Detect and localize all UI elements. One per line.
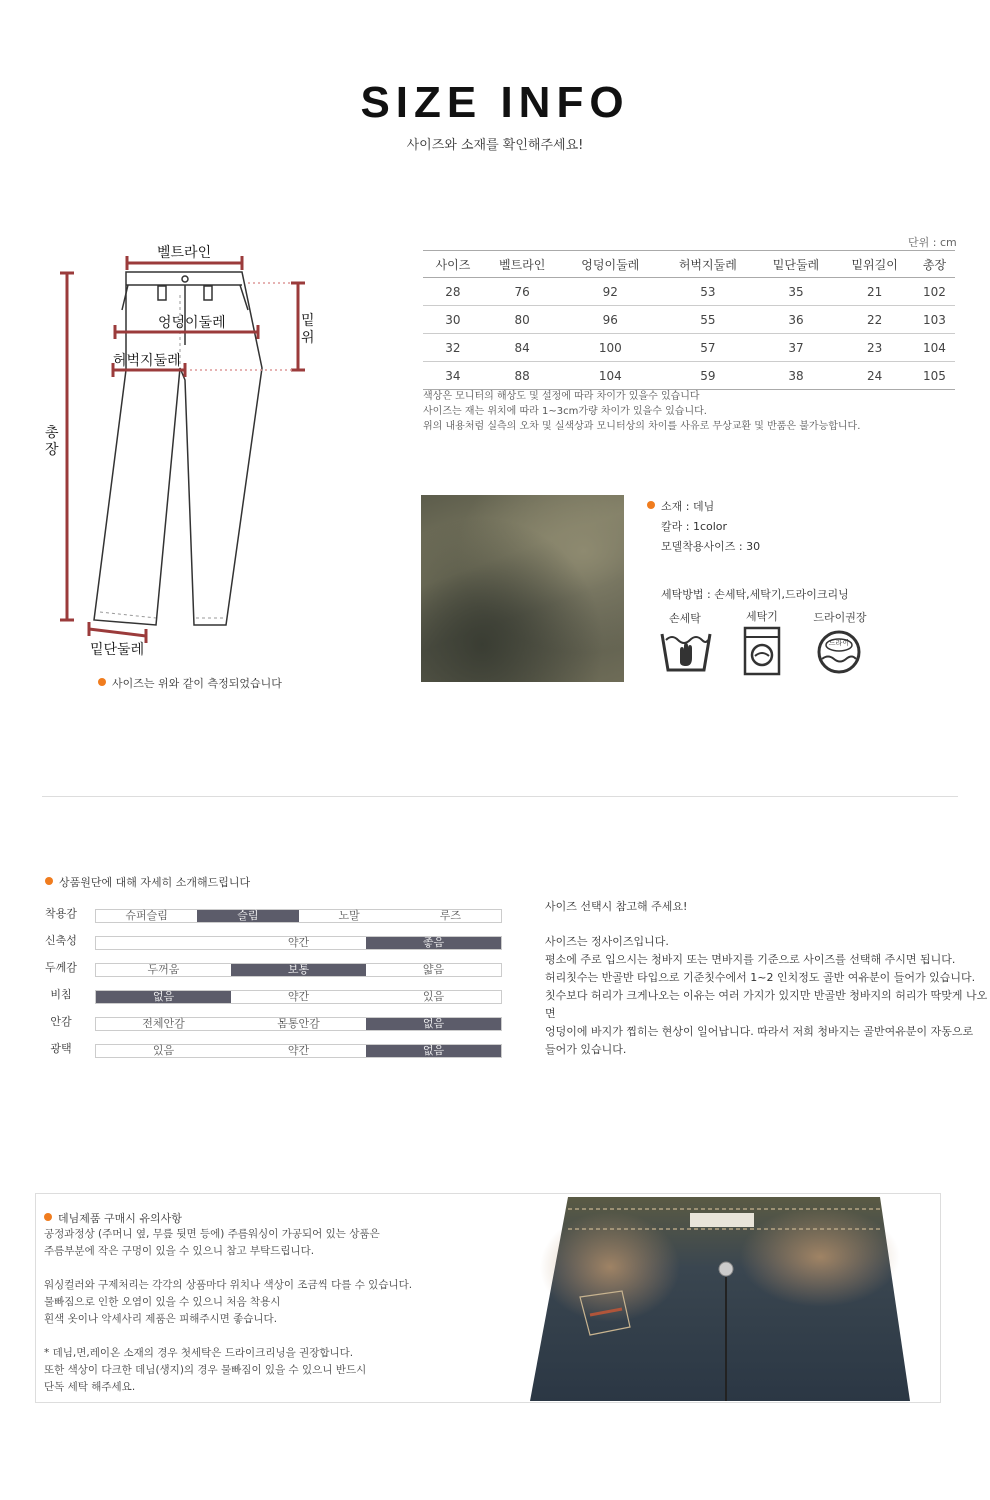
caution-title: 데님제품 구매시 유의사항: [44, 1210, 182, 1226]
rise-label-top: 밑: [301, 313, 315, 329]
feel-row: [40, 932, 502, 950]
material-fabric: 소재 : 데님: [647, 498, 714, 514]
orange-dot-icon: [647, 501, 655, 509]
table-cell: 35: [757, 278, 836, 306]
table-cell: 37: [757, 334, 836, 362]
table-row: [423, 306, 955, 334]
feel-track: [95, 963, 502, 977]
feel-row: [40, 1040, 502, 1058]
wash-label-dry: 드라이권장: [813, 611, 867, 624]
feel-option-selected: 좋음: [366, 937, 501, 949]
feel-option: 슈퍼슬림: [125, 909, 168, 922]
hand-wash-icon: [658, 628, 714, 674]
feel-option: 있음: [152, 1044, 175, 1057]
table-cell: 104: [914, 334, 955, 362]
size-notes: [423, 389, 860, 434]
table-header-cell: 엉덩이둘레: [562, 251, 660, 278]
caution-line: 또한 색상이 다크한 데님(생지)의 경우 물빠짐이 있을 수 있으니 반드시: [44, 1364, 367, 1376]
feel-row-label: 광택: [50, 1042, 72, 1055]
table-row: [423, 362, 955, 390]
table-cell: 84: [483, 334, 562, 362]
note-line: 색상은 모니터의 해상도 및 설정에 따라 차이가 있을수 있습니다: [423, 391, 700, 402]
orange-dot-icon: [44, 1213, 52, 1221]
guide-title: 사이즈 선택시 참고해 주세요!: [545, 900, 688, 913]
feel-option: [96, 937, 231, 949]
table-cell: 57: [659, 334, 757, 362]
table-header-cell: 밑위길이: [835, 251, 914, 278]
feel-option: 루즈: [439, 909, 461, 922]
caution-line: 흰색 옷이나 악세사리 제품은 피해주시면 좋습니다.: [44, 1313, 278, 1325]
orange-dot-icon: [98, 678, 106, 686]
jeans-photo: [530, 1197, 916, 1401]
feel-row: [40, 1013, 502, 1031]
feel-option: 두꺼움: [147, 963, 180, 976]
caution-line: 물빠짐으로 인한 오염이 있을 수 있으니 처음 착용시: [44, 1296, 281, 1308]
table-header-cell: 밑단둘레: [757, 251, 836, 278]
feel-row-label: 신축성: [45, 934, 77, 947]
note-line: 사이즈는 재는 위치에 따라 1~3cm가량 차이가 있을수 있습니다.: [423, 406, 707, 417]
feel-track: [95, 1044, 502, 1058]
thigh-label: 허벅지둘레: [113, 353, 181, 369]
caution-line: 공정과정상 (주머니 옆, 무릎 뒷면 등에) 주름워싱이 가공되어 있는 상품은: [44, 1228, 380, 1240]
table-header-cell: 벨트라인: [483, 251, 562, 278]
table-cell: 21: [835, 278, 914, 306]
caution-line: 워싱컬러와 구제처리는 각각의 상품마다 위치나 색상이 조금씩 다를 수 있습니다.: [44, 1279, 413, 1291]
rise-label-bottom: 위: [301, 330, 315, 346]
table-cell: 53: [659, 278, 757, 306]
table-cell: 102: [914, 278, 955, 306]
table-row: [423, 334, 955, 362]
feel-option-selected: 없음: [366, 1018, 501, 1030]
feel-row: [40, 959, 502, 977]
diagram-note: 사이즈는 위와 같이 측정되었습니다: [98, 675, 282, 691]
feel-track: [95, 936, 502, 950]
feel-option: 노말: [338, 909, 360, 922]
table-cell: 30: [423, 306, 483, 334]
feel-title: 상품원단에 대해 자세히 소개해드립니다: [45, 874, 250, 890]
material-color: 칼라 : 1color: [661, 520, 728, 533]
table-cell: 104: [562, 362, 660, 390]
page-title: SIZE INFO: [360, 78, 630, 127]
belt-label: 벨트라인: [157, 245, 212, 261]
table-cell: 103: [914, 306, 955, 334]
table-cell: 96: [562, 306, 660, 334]
guide-line: 칫수보다 허리가 크게나오는 이유는 여러 가지가 있지만 반골반 청바지의 허리가 딱맞게 나오면: [545, 989, 988, 1020]
table-cell: 24: [835, 362, 914, 390]
table-header-cell: 총장: [914, 251, 955, 278]
feel-row-label: 비침: [50, 988, 72, 1001]
table-cell: 92: [562, 278, 660, 306]
table-header-cell: 사이즈: [423, 251, 483, 278]
feel-option: 있음: [422, 990, 445, 1003]
guide-line: 들어가 있습니다.: [545, 1043, 627, 1056]
caution-line: [44, 1328, 412, 1345]
table-cell: 28: [423, 278, 483, 306]
table-cell: 23: [835, 334, 914, 362]
wash-method: 세탁방법 : 손세탁,세탁기,드라이크리닝: [661, 588, 849, 601]
washing-machine-icon: [743, 626, 781, 676]
unit-label: 단위 : cm: [908, 236, 957, 249]
hem-label: 밑단둘레: [90, 642, 145, 658]
feel-option: 약간: [287, 990, 310, 1003]
orange-dot-icon: [45, 877, 53, 885]
feel-option: 약간: [287, 1044, 310, 1057]
guide-text: [545, 933, 990, 1059]
feel-row: [40, 986, 502, 1004]
wash-label-hand: 손세탁: [669, 612, 701, 625]
caution-line: 주름부분에 작은 구멍이 있을 수 있으니 참고 부탁드립니다.: [44, 1245, 315, 1257]
table-cell: 80: [483, 306, 562, 334]
table-header-row: [423, 251, 955, 278]
table-cell: 36: [757, 306, 836, 334]
feel-option-selected: 없음: [96, 991, 231, 1003]
length-label-top: 총: [45, 425, 59, 441]
guide-line: 평소에 주로 입으시는 청바지 또는 면바지를 기준으로 사이즈를 선택해 주시면 됩니다.: [545, 953, 956, 966]
feel-track: [95, 1017, 502, 1031]
table-cell: 32: [423, 334, 483, 362]
feel-option: 몸통안감: [277, 1017, 320, 1030]
feel-option: 약간: [287, 936, 310, 949]
feel-option: 전체안감: [142, 1017, 185, 1030]
feel-row-label: 두께감: [45, 961, 77, 974]
caution-text: [44, 1226, 412, 1396]
table-cell: 76: [483, 278, 562, 306]
table-cell: 88: [483, 362, 562, 390]
wash-label-machine: 세탁기: [746, 610, 778, 623]
table-cell: 100: [562, 334, 660, 362]
fabric-swatch-image: [421, 495, 624, 682]
size-table: [423, 250, 955, 390]
dry-icon-text: 드라이: [828, 639, 850, 647]
caution-line: [44, 1260, 412, 1277]
material-model-size: 모델착용사이즈 : 30: [661, 540, 761, 553]
table-cell: 38: [757, 362, 836, 390]
guide-line: 사이즈는 정사이즈입니다.: [545, 935, 669, 948]
pants-measure-diagram: [30, 240, 370, 670]
caution-line: * 데님,면,레이온 소재의 경우 첫세탁은 드라이크리닝을 권장합니다.: [44, 1347, 354, 1359]
page-subtitle: 사이즈와 소재를 확인해주세요!: [406, 138, 584, 153]
feel-track: [95, 909, 502, 923]
guide-line: 허리칫수는 반골반 타입으로 기준칫수에서 1~2 인치정도 골반 여유분이 들어가 있습니다.: [545, 971, 976, 984]
note-line: 위의 내용처럼 실측의 오차 및 실색상과 모니터상의 차이를 사유로 무상교환 및 반품은 불가능합니다.: [423, 421, 861, 432]
feel-row-label: 착용감: [45, 907, 77, 920]
table-header-cell: 허벅지둘레: [659, 251, 757, 278]
feel-option-selected: 없음: [366, 1045, 501, 1057]
table-cell: 105: [914, 362, 955, 390]
table-cell: 34: [423, 362, 483, 390]
feel-row: [40, 905, 502, 923]
caution-line: 단독 세탁 해주세요.: [44, 1381, 136, 1393]
table-cell: 22: [835, 306, 914, 334]
section-divider: [42, 796, 958, 797]
feel-option: 얇음: [422, 963, 445, 976]
feel-option-selected: 보통: [231, 964, 366, 976]
dry-clean-icon: [816, 629, 862, 675]
hip-label: 엉덩이둘레: [158, 315, 226, 331]
table-row: [423, 278, 955, 306]
feel-row-label: 안감: [50, 1015, 72, 1028]
feel-option-selected: 슬림: [197, 910, 298, 922]
feel-track: [95, 990, 502, 1004]
table-cell: 55: [659, 306, 757, 334]
guide-line: 엉덩이에 바지가 찝히는 현상이 일어납니다. 따라서 저희 청바지는 골반여유분이 자동으로: [545, 1025, 974, 1038]
table-cell: 59: [659, 362, 757, 390]
length-label-bottom: 장: [45, 442, 59, 458]
